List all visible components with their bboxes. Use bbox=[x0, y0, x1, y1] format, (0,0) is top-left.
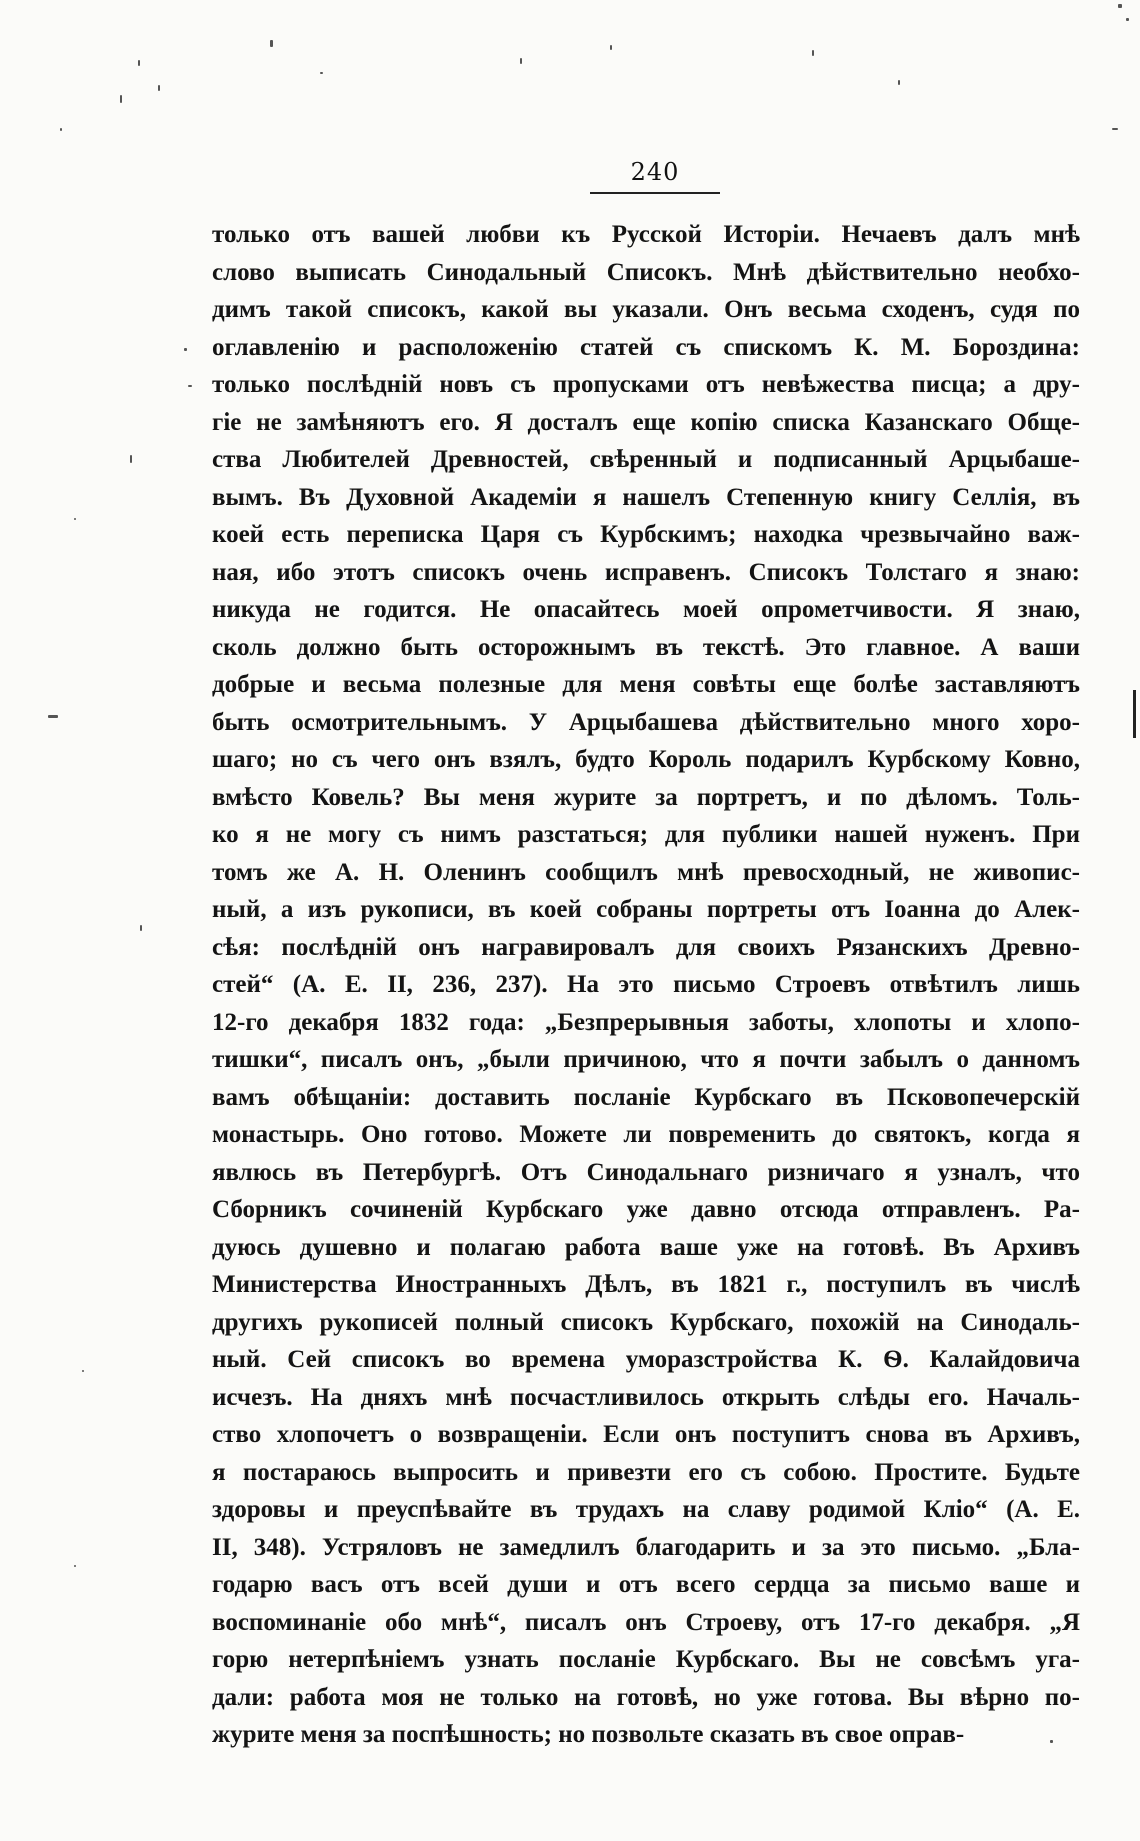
scan-speck bbox=[74, 518, 76, 520]
scan-speck bbox=[82, 1370, 84, 1372]
text-line: никуда не годится. Не опасайтесь моей опрометчивости. Я знаю, bbox=[212, 596, 1080, 623]
text-line: слово выписать Синодальный Списокъ. Мнѣ дѣйствительно необхо- bbox=[212, 258, 1080, 286]
text-line: Сборникъ сочиненій Курбскаго уже давно отсюда отправленъ. Ра- bbox=[212, 1196, 1080, 1223]
scan-speck bbox=[48, 715, 58, 718]
text-line: горю нетерпѣніемъ узнать посланіе Курбскаго. Вы не совсѣмъ уга- bbox=[212, 1646, 1080, 1673]
scan-speck bbox=[158, 85, 160, 91]
text-line: только отъ вашей любви къ Русской Исторіи. Нечаевъ далъ мнѣ bbox=[212, 221, 1080, 248]
text-line: журите меня за поспѣшность; но позвольте сказать въ свое оправ- bbox=[212, 1721, 965, 1748]
scan-speck bbox=[1126, 18, 1129, 21]
text-line: Министерства Иностранныхъ Дѣлъ, въ 1821 г., поступилъ въ числѣ bbox=[212, 1271, 1080, 1298]
scan-speck bbox=[140, 925, 142, 931]
text-line: воспоминаніе обо мнѣ“, писалъ онъ Строеву, отъ 17-го декабря. „Я bbox=[212, 1608, 1080, 1636]
text-line: дуюсь душевно и полагаю работа ваше уже на готовѣ. Въ Архивъ bbox=[212, 1233, 1080, 1261]
text-line: шаго; но съ чего онъ взялъ, будто Король подарилъ Курбскому Ковно, bbox=[212, 746, 1080, 773]
page-number-rule bbox=[590, 192, 720, 194]
text-line: ная, ибо этотъ списокъ очень исправенъ. Списокъ Толстаго я знаю: bbox=[212, 558, 1080, 586]
text-line: тишки“, писалъ онъ, „были причиною, что я почти забылъ о данномъ bbox=[212, 1046, 1080, 1073]
body-text bbox=[212, 216, 1080, 1754]
text-line: добрые и весьма полезные для меня совѣты еще болѣе заставляютъ bbox=[212, 671, 1080, 698]
scan-speck bbox=[120, 95, 122, 103]
text-line: здоровы и преуспѣвайте въ трудахъ на славу родимой Кліо“ (А. Е. bbox=[212, 1496, 1080, 1523]
text-line: 12-го декабря 1832 года: „Безпрерывныя заботы, хлопоты и хлопо- bbox=[212, 1008, 1080, 1036]
scan-speck bbox=[60, 128, 62, 131]
scan-speck bbox=[898, 80, 900, 85]
text-line: ный. Сей списокъ во времена уморазстройства К. Ѳ. Калайдовича bbox=[212, 1346, 1080, 1373]
text-line: исчезъ. На дняхъ мнѣ посчастливилось открыть слѣды его. Началь- bbox=[212, 1383, 1080, 1411]
text-line: дали: работа моя не только на готовѣ, но уже готова. Вы вѣрно по- bbox=[212, 1683, 1080, 1711]
text-line: коей есть переписка Царя съ Курбскимъ; находка чрезвычайно важ- bbox=[212, 521, 1080, 548]
text-line: вамъ обѣщаніи: доставить посланіе Курбскаго въ Псковопечерскій bbox=[212, 1083, 1080, 1111]
text-line: быть осмотрительнымъ. У Арцыбашева дѣйствительно много хоро- bbox=[212, 708, 1080, 736]
text-line: годарю васъ отъ всей души и отъ всего сердца за письмо ваше и bbox=[212, 1571, 1080, 1598]
text-line: вымъ. Въ Духовной Академіи я нашелъ Степенную книгу Селлія, въ bbox=[212, 483, 1080, 511]
text-line: ко я не могу съ нимъ разстаться; для публики нашей нуженъ. При bbox=[212, 821, 1080, 848]
scan-speck bbox=[320, 72, 323, 74]
text-line: я постараюсь выпросить и привезти его съ собою. Простите. Будьте bbox=[212, 1458, 1080, 1486]
text-line: другихъ рукописей полный списокъ Курбскаго, похожій на Синодаль- bbox=[212, 1308, 1080, 1336]
scan-speck bbox=[1050, 1740, 1053, 1743]
text-line: ства Любителей Древностей, свѣренный и подписанный Арцыбаше- bbox=[212, 446, 1080, 473]
text-line: томъ же А. Н. Оленинъ сообщилъ мнѣ превосходный, не живопис- bbox=[212, 858, 1080, 886]
text-line: оглавленію и расположенію статей съ спискомъ К. М. Бороздина: bbox=[212, 333, 1080, 361]
scan-speck bbox=[138, 60, 140, 66]
margin-mark bbox=[1133, 690, 1136, 738]
text-line: вмѣсто Ковель? Вы меня журите за портретъ, и по дѣломъ. Толь- bbox=[212, 783, 1080, 811]
scan-speck bbox=[1112, 128, 1118, 130]
text-line: ный, а изъ рукописи, въ коей собраны портреты отъ Іоанна до Алек- bbox=[212, 896, 1080, 923]
scan-speck bbox=[188, 385, 192, 387]
text-line: ство хлопочетъ о возвращеніи. Если онъ поступитъ снова въ Архивъ, bbox=[212, 1421, 1080, 1448]
text-line: сколь должно быть осторожнымъ въ текстѣ. Это главное. А ваши bbox=[212, 633, 1080, 661]
text-line: сѣя: послѣдній онъ награвировалъ для своихъ Рязанскихъ Древно- bbox=[212, 933, 1080, 961]
scan-speck bbox=[184, 348, 187, 351]
text-line: только послѣдній новъ съ пропусками отъ невѣжества писца; а дру- bbox=[212, 371, 1080, 398]
text-line: димъ такой списокъ, какой вы указали. Онъ весьма сходенъ, судя по bbox=[212, 296, 1080, 323]
scan-speck bbox=[812, 50, 814, 56]
scan-speck bbox=[130, 455, 132, 463]
scan-speck bbox=[270, 40, 273, 47]
page-number: 240 bbox=[630, 158, 680, 186]
text-line: монастырь. Оно готово. Можете ли повременить до святокъ, когда я bbox=[212, 1121, 1080, 1148]
text-line: явлюсь въ Петербургѣ. Отъ Синодальнаго ризничаго я узналъ, что bbox=[212, 1158, 1080, 1186]
scan-speck bbox=[610, 45, 612, 50]
text-line: гіе не замѣняютъ его. Я досталъ еще копію списка Казанскаго Обще- bbox=[212, 408, 1080, 436]
scan-speck bbox=[74, 1565, 76, 1567]
text-line: II, 348). Устряловъ не замедлилъ благодарить и за это письмо. „Бла- bbox=[212, 1533, 1080, 1561]
scan-speck bbox=[1118, 4, 1122, 8]
scan-speck bbox=[520, 58, 522, 64]
text-line: стей“ (А. Е. II, 236, 237). На это письмо Строевъ отвѣтилъ лишь bbox=[212, 971, 1080, 998]
